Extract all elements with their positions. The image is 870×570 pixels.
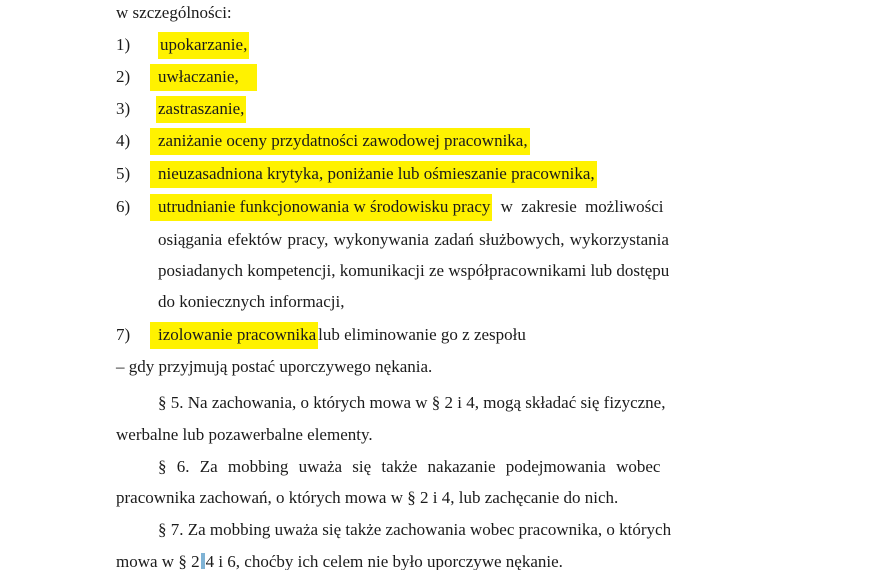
text-cursor-icon	[201, 553, 205, 569]
paragraph-6-line-1: § 6. Za mobbing uważa się także nakazanie podejmowania wobec	[158, 457, 661, 476]
highlighted-text: utrudnianie funkcjonowania w środowisku pracy	[150, 194, 492, 221]
list-item	[150, 66, 257, 88]
intro-text: w szczególności:	[116, 3, 232, 22]
list-item	[150, 163, 597, 185]
list-number: 7)	[116, 325, 131, 344]
list-number: 6)	[116, 197, 131, 216]
highlighted-text: zastraszanie,	[156, 96, 246, 123]
highlighted-text: nieuzasadniona krytyka, poniżanie lub ośmieszanie pracownika,	[150, 161, 597, 188]
list-number: 4)	[116, 131, 131, 150]
paragraph-5-line-2: werbalne lub pozawerbalne elementy.	[116, 425, 373, 444]
list-number: 3)	[116, 99, 131, 118]
paragraph-7-line-2-end: 4 i 6, choćby ich celem nie było uporczywe nękanie.	[205, 552, 563, 570]
list-item	[150, 130, 530, 152]
list-item-rest: w zakresie możliwości	[492, 197, 664, 216]
list-item	[150, 196, 720, 218]
paragraph-6-line-2: pracownika zachowań, o których mowa w § 2 i 4, lub zachęcanie do nich.	[116, 488, 619, 507]
list-item	[158, 34, 249, 56]
list-item	[150, 324, 526, 346]
paragraph-7-line-2-start: mowa w § 2	[116, 552, 200, 570]
list-number: 2)	[116, 67, 131, 86]
list-number: 5)	[116, 164, 131, 183]
highlighted-text: zaniżanie oceny przydatności zawodowej pracownika,	[150, 128, 530, 155]
highlighted-text: izolowanie pracownika	[150, 322, 318, 349]
list-item-rest: lub eliminowanie go z zespołu	[318, 325, 526, 344]
highlighted-text: uwłaczanie,	[150, 64, 257, 91]
list-item-continuation: do koniecznych informacji,	[158, 292, 345, 311]
paragraph-7-line-1: § 7. Za mobbing uważa się także zachowania wobec pracownika, o których	[158, 520, 672, 539]
closing-text: – gdy przyjmują postać uporczywego nękania.	[116, 357, 433, 376]
list-item-continuation: osiągania efektów pracy, wykonywania zadań służbowych, wykorzystania	[158, 230, 669, 249]
highlighted-text: upokarzanie,	[158, 32, 249, 59]
paragraph-5-line-1: § 5. Na zachowania, o których mowa w § 2 i 4, mogą składać się fizyczne,	[158, 393, 666, 412]
list-item	[156, 98, 246, 120]
list-item-continuation: posiadanych kompetencji, komunikacji ze współpracownikami lub dostępu	[158, 261, 670, 280]
paragraph-7-line-2	[116, 551, 563, 570]
list-number: 1)	[116, 35, 131, 54]
